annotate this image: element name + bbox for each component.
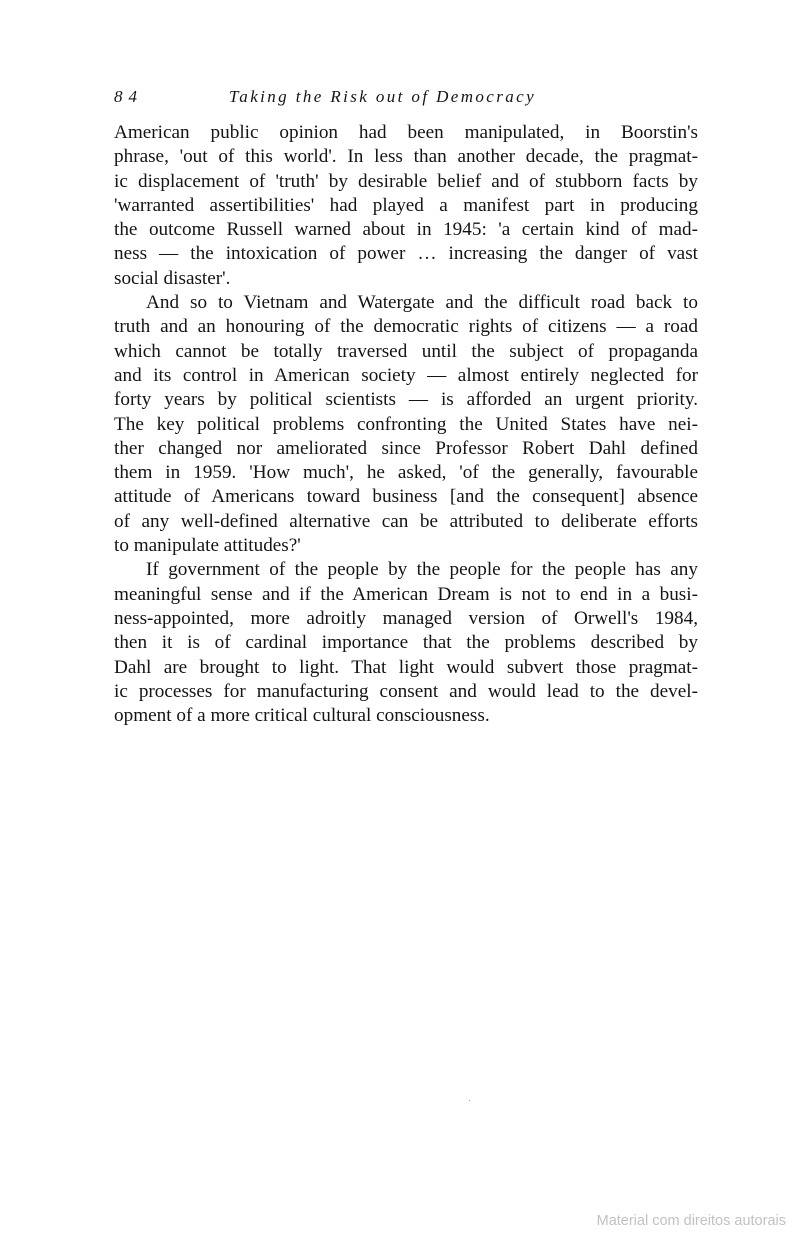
text-line: ness-appointed, more adroitly managed version of Orwell's 1984, xyxy=(114,607,698,629)
paragraph-1 xyxy=(114,121,698,291)
copyright-watermark: Material com direitos autorais xyxy=(596,1213,786,1229)
text-line: truth and an honouring of the democratic rights of citizens — a road xyxy=(114,316,698,338)
scan-speck xyxy=(469,1100,470,1101)
text-line: social disaster'. xyxy=(114,267,231,289)
text-line: meaningful sense and if the American Dream is not to end in a busi- xyxy=(114,583,698,605)
text-line: which cannot be totally traversed until the subject of propaganda xyxy=(114,340,698,362)
text-line: then it is of cardinal importance that the problems described by xyxy=(114,632,698,654)
text-line: forty years by political scientists — is afforded an urgent priority. xyxy=(114,389,698,411)
text-line: If government of the people by the people for the people has any xyxy=(146,559,698,581)
text-line: Dahl are brought to light. That light would subvert those pragmat- xyxy=(114,656,698,678)
text-line: to manipulate attitudes?' xyxy=(114,535,301,557)
text-line: The key political problems confronting the United States have nei- xyxy=(114,413,698,435)
running-title: Taking the Risk out of Democracy xyxy=(229,87,537,106)
text-line: ic displacement of 'truth' by desirable belief and of stubborn facts by xyxy=(114,170,698,192)
text-line: attitude of Americans toward business [and the consequent] absence xyxy=(114,486,698,508)
body-text xyxy=(114,121,698,728)
paragraph-3 xyxy=(114,558,698,728)
text-line: ther changed nor ameliorated since Professor Robert Dahl defined xyxy=(114,437,698,459)
page-number: 84 xyxy=(114,87,143,106)
text-line: them in 1959. 'How much', he asked, 'of the generally, favourable xyxy=(114,462,698,484)
text-line: the outcome Russell warned about in 1945: 'a certain kind of mad- xyxy=(114,219,698,241)
text-line: and its control in American society — almost entirely neglected for xyxy=(114,364,698,386)
running-head xyxy=(114,84,714,110)
paragraph-2 xyxy=(114,291,698,558)
text-line: opment of a more critical cultural consciousness. xyxy=(114,705,490,727)
text-line: ic processes for manufacturing consent and would lead to the devel- xyxy=(114,680,698,702)
text-line: of any well-defined alternative can be attributed to deliberate efforts xyxy=(114,510,698,532)
text-line: American public opinion had been manipulated, in Boorstin's xyxy=(114,122,698,143)
text-line: phrase, 'out of this world'. In less than another decade, the pragmat- xyxy=(114,146,698,168)
text-line: And so to Vietnam and Watergate and the difficult road back to xyxy=(146,292,698,314)
text-line: ness — the intoxication of power … increasing the danger of vast xyxy=(114,243,698,265)
text-line: 'warranted assertibilities' had played a manifest part in producing xyxy=(114,194,698,216)
